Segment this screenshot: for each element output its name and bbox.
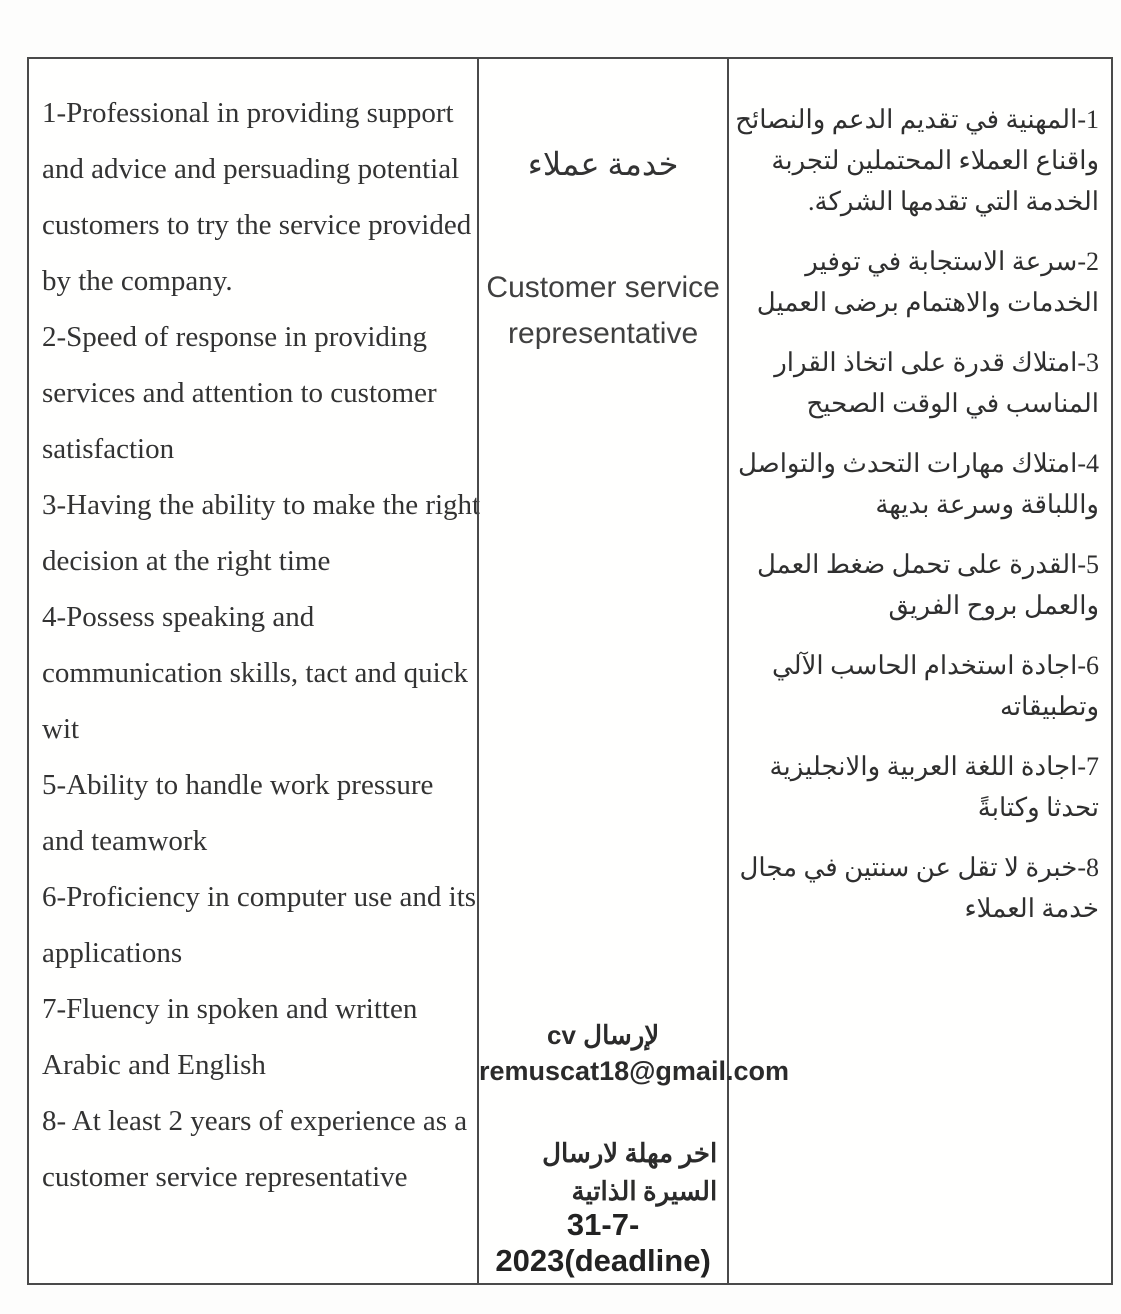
text-line: واللباقة وسرعة بديهة: [875, 490, 1099, 519]
text-line: 5-القدرة على تحمل ضغط العمل: [756, 550, 1099, 579]
text-line: satisfaction: [42, 433, 175, 465]
text-line: services and attention to customer: [42, 377, 437, 409]
requirement-ar-7: [735, 746, 1099, 828]
requirement-ar-8: [735, 847, 1099, 929]
text-line: communication skills, tact and quick: [42, 657, 469, 689]
text-line: Arabic and English: [42, 1049, 266, 1081]
requirement-en-4: [42, 589, 471, 757]
text-line: wit: [42, 713, 80, 745]
text-line: customers to try the service provided: [42, 209, 472, 241]
text-line: 2-Speed of response in providing: [42, 321, 427, 353]
text-line: واقناع العملاء المحتملين لتجربة: [771, 146, 1099, 175]
requirement-ar-6: [735, 645, 1099, 727]
text-line: 8-خبرة لا تقل عن سنتين في مجال: [739, 853, 1099, 882]
text-line: وتطبيقاته: [999, 692, 1099, 721]
text-line: by the company.: [42, 265, 233, 297]
text-line: 4-امتلاك مهارات التحدث والتواصل: [737, 449, 1099, 478]
text-line: decision at the right time: [42, 545, 331, 577]
requirement-ar-4: [735, 443, 1099, 525]
text-line: الخدمات والاهتمام برضى العميل: [756, 288, 1099, 317]
deadline-label-arabic: اخر مهلة لارسال السيرة الذاتية: [542, 1139, 718, 1206]
text-line: customer service representative: [42, 1161, 408, 1193]
text-line: 6-Proficiency in computer use and its: [42, 881, 477, 913]
text-line: and teamwork: [42, 825, 208, 857]
text-line: المناسب في الوقت الصحيح: [806, 389, 1099, 418]
requirement-ar-5: [735, 544, 1099, 626]
requirement-en-2: [42, 309, 471, 477]
english-requirements-column: [29, 59, 481, 1283]
requirement-en-1: [42, 85, 471, 309]
text-line: 3-Having the ability to make the right: [42, 489, 481, 521]
requirement-ar-3: [735, 342, 1099, 424]
text-line: الخدمة التي تقدمها الشركة.: [808, 187, 1099, 216]
text-line: خدمة العملاء: [964, 894, 1099, 923]
arabic-requirements-column: [729, 59, 1111, 1283]
text-line: applications: [42, 937, 183, 969]
deadline-date: 31-7-2023(deadline): [495, 1207, 711, 1278]
text-line: 8- At least 2 years of experience as a: [42, 1105, 468, 1137]
text-line: والعمل بروح الفريق: [888, 591, 1099, 620]
text-line: 1-المهنية في تقديم الدعم والنصائح: [735, 105, 1099, 134]
requirement-ar-2: [735, 241, 1099, 323]
requirement-en-8: [42, 1093, 471, 1205]
text-line: 6-اجادة استخدام الحاسب الآلي: [772, 651, 1099, 680]
requirement-en-5: [42, 757, 471, 869]
requirement-en-6: [42, 869, 477, 981]
text-line: 7-اجادة اللغة العربية والانجليزية: [769, 752, 1099, 781]
text-line: 5-Ability to handle work pressure: [42, 769, 434, 801]
text-line: 1-Professional in providing support: [42, 97, 454, 129]
text-line: تحدثا وكتابةً: [977, 793, 1099, 822]
text-line: 2-سرعة الاستجابة في توفير: [805, 247, 1099, 276]
email-address: remuscat18@gmail.com: [479, 1056, 789, 1086]
job-title-arabic: خدمة عملاء: [527, 146, 679, 182]
cv-contact-block: [479, 1017, 789, 1089]
text-line: and advice and persuading potential: [42, 153, 460, 185]
job-posting-table: [27, 57, 1113, 1285]
requirement-en-3: [42, 477, 481, 589]
text-line: 7-Fluency in spoken and written: [42, 993, 418, 1025]
text-line: 4-Possess speaking and: [42, 601, 315, 633]
cv-send-label: لإرسال cv: [547, 1020, 660, 1050]
text-line: 3-امتلاك قدرة على اتخاذ القرار: [774, 348, 1099, 377]
job-title-column: [477, 59, 789, 1283]
requirement-en-7: [42, 981, 471, 1093]
job-title-english: Customer service representative: [486, 271, 720, 350]
requirement-ar-1: [735, 99, 1099, 222]
